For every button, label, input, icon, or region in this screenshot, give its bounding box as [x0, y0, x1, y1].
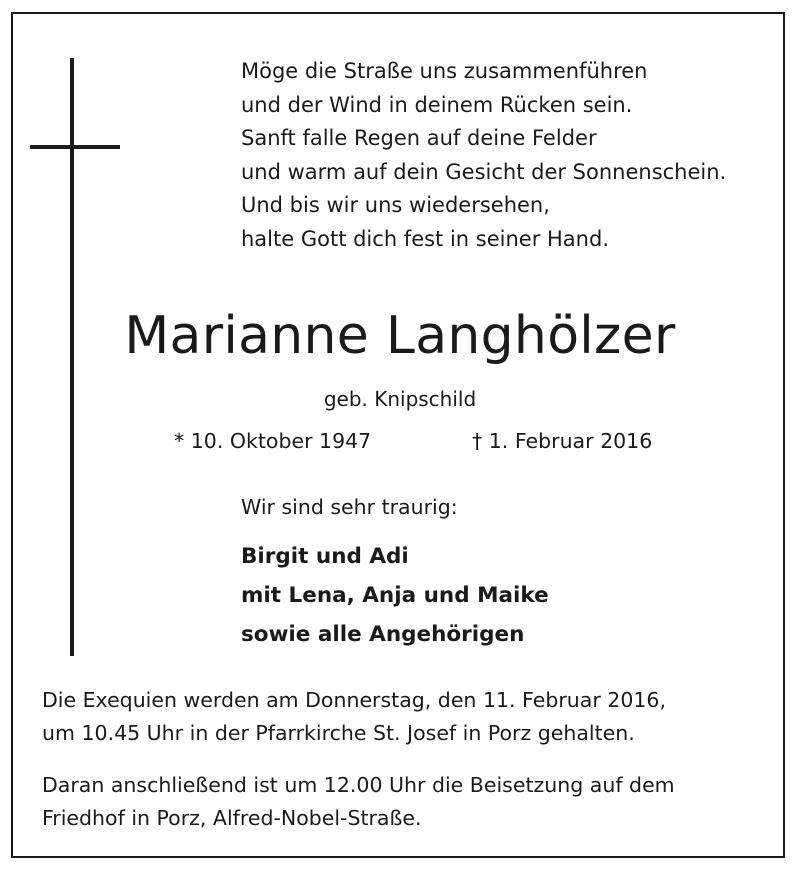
poem-line: Und bis wir uns wiedersehen,: [241, 193, 550, 217]
birth-date: * 10. Oktober 1947: [174, 429, 372, 453]
poem: [241, 55, 781, 256]
funeral-service-notice: [42, 684, 782, 750]
poem-line: halte Gott dich fest in seiner Hand.: [241, 226, 609, 251]
mourner-line: mit Lena, Anja und Maike: [241, 583, 549, 608]
poem-line: und warm auf dein Gesicht der Sonnenschein.: [241, 159, 727, 184]
cross-icon-horizontal-bar: [30, 145, 120, 149]
notice-line: Daran anschließend ist um 12.00 Uhr die Beisetzung auf dem: [42, 773, 675, 797]
deceased-name: Marianne Langhölzer: [124, 306, 676, 366]
death-date: † 1. Februar 2016: [472, 429, 653, 453]
notice-line: um 10.45 Uhr in der Pfarrkirche St. Josef in Porz gehalten.: [42, 721, 635, 745]
mourners-list: [241, 537, 549, 654]
poem-line: und der Wind in deinem Rücken sein.: [241, 92, 633, 117]
mourner-line: Birgit und Adi: [241, 544, 409, 569]
maiden-name: geb. Knipschild: [323, 387, 477, 411]
notice-line: Friedhof in Porz, Alfred-Nobel-Straße.: [42, 806, 422, 830]
burial-notice: [42, 769, 782, 835]
poem-line: Sanft falle Regen auf deine Felder: [241, 126, 597, 150]
mourner-line: sowie alle Angehörigen: [241, 622, 525, 647]
notice-line: Die Exequien werden am Donnerstag, den 11. Februar 2016,: [42, 688, 666, 712]
mourning-intro: Wir sind sehr traurig:: [241, 495, 458, 519]
poem-line: Möge die Straße uns zusammenführen: [241, 59, 648, 83]
